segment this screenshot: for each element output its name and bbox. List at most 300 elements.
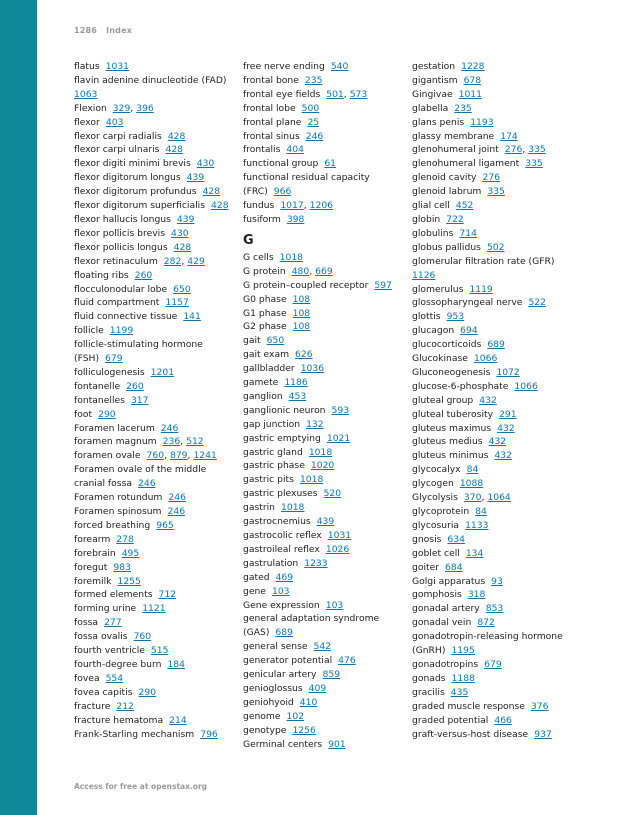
- index-entry: [412, 477, 587, 491]
- index-entry: [74, 143, 249, 157]
- index-entry: [243, 157, 418, 171]
- page-link[interactable]: 502: [486, 241, 505, 253]
- page-link[interactable]: 901: [328, 738, 346, 750]
- index-entry: [243, 88, 418, 102]
- index-entry: [74, 352, 249, 366]
- index-entry: [412, 296, 587, 310]
- page-link[interactable]: 432: [494, 450, 512, 462]
- index-entry: [243, 529, 418, 543]
- page-link[interactable]: 500: [301, 102, 320, 114]
- page-link[interactable]: 1121: [142, 603, 166, 615]
- index-term: globin: [412, 213, 441, 225]
- page-link[interactable]: 626: [295, 349, 313, 361]
- index-entry: [412, 338, 587, 352]
- index-entry: [74, 171, 249, 185]
- index-term: gastroileal reflex: [243, 543, 320, 555]
- page-link[interactable]: 102: [286, 710, 305, 722]
- index-entry: [243, 185, 418, 199]
- page-link[interactable]: 291: [499, 408, 517, 420]
- page-link[interactable]: 1119: [469, 283, 493, 295]
- page-link[interactable]: 1088: [459, 478, 484, 490]
- page-link[interactable]: 236: [162, 436, 181, 448]
- page-link[interactable]: 25: [307, 116, 320, 128]
- index-term: fourth-degree burn: [74, 658, 162, 670]
- index-entry: [74, 324, 249, 338]
- page-link[interactable]: 495: [121, 547, 140, 559]
- page-link[interactable]: 246: [160, 422, 179, 434]
- index-term: gonadotropin-releasing hormone: [412, 631, 563, 643]
- page-link[interactable]: 859: [322, 669, 341, 681]
- index-term: geniohyoid: [243, 696, 294, 708]
- index-entry: [74, 588, 249, 602]
- index-term: goblet cell: [412, 547, 460, 559]
- index-term: frontal bone: [243, 74, 299, 86]
- index-term: Flexion: [74, 102, 107, 114]
- page-separator: ,: [309, 265, 313, 277]
- page-link[interactable]: 318: [467, 589, 486, 601]
- page-link[interactable]: 879: [169, 450, 188, 462]
- index-entry: [74, 644, 249, 658]
- page-link[interactable]: 428: [211, 200, 229, 212]
- page-link[interactable]: 1255: [117, 575, 141, 587]
- page-link[interactable]: 246: [168, 492, 186, 504]
- index-entry: [412, 171, 587, 185]
- page-link[interactable]: 439: [186, 172, 205, 184]
- page-link[interactable]: 634: [447, 533, 465, 545]
- page-link[interactable]: 1193: [470, 116, 494, 128]
- index-entry: [412, 102, 587, 116]
- index-term: flexor pollicis longus: [74, 241, 168, 253]
- index-term: fluid compartment: [74, 297, 160, 309]
- page-link[interactable]: 515: [150, 645, 169, 657]
- page-link[interactable]: 520: [323, 488, 342, 500]
- page-link[interactable]: 108: [292, 321, 311, 333]
- index-term: Gene expression: [243, 599, 320, 611]
- index-entry: [74, 575, 249, 589]
- page-link[interactable]: 1031: [327, 530, 352, 541]
- index-entry: [243, 376, 418, 390]
- page-link[interactable]: 853: [485, 603, 504, 615]
- page-link[interactable]: 1157: [165, 297, 189, 309]
- index-term: gluteus maximus: [412, 422, 492, 434]
- side-color-band: [0, 0, 37, 815]
- page-link[interactable]: 1018: [279, 251, 304, 263]
- index-term: fracture hematoma: [74, 714, 164, 726]
- index-term: glassy membrane: [412, 130, 495, 142]
- index-entry: [243, 362, 418, 376]
- index-term: frontal eye fields: [243, 88, 321, 100]
- page-link[interactable]: 317: [130, 394, 149, 406]
- page-header: [74, 26, 132, 35]
- page-link[interactable]: 679: [484, 658, 502, 670]
- index-entry: [74, 616, 249, 630]
- page-link[interactable]: 760: [133, 631, 152, 643]
- page-link[interactable]: 329: [112, 102, 131, 114]
- page-link[interactable]: 1133: [465, 519, 489, 531]
- page-link[interactable]: 282: [163, 255, 182, 267]
- index-entry: [412, 658, 587, 672]
- index-entry: [412, 283, 587, 297]
- index-term: forearm: [74, 533, 111, 545]
- page-link[interactable]: 212: [116, 700, 134, 712]
- index-term: gluteus minimus: [412, 450, 489, 462]
- index-entry: [74, 310, 249, 324]
- page-link[interactable]: 872: [477, 617, 495, 629]
- index-entry: [243, 543, 418, 557]
- page-link[interactable]: 428: [167, 130, 186, 142]
- index-term: glottis: [412, 311, 441, 323]
- index-term: flexor digitorum profundus: [74, 186, 197, 198]
- index-entry: [74, 130, 249, 144]
- page-link[interactable]: 439: [176, 213, 195, 225]
- index-term: glenoid cavity: [412, 172, 477, 184]
- page-link[interactable]: 1233: [304, 557, 328, 569]
- index-term: gastrulation: [243, 557, 299, 569]
- index-entry: [412, 269, 587, 283]
- page-link[interactable]: 430: [196, 158, 215, 170]
- page-link[interactable]: 246: [138, 478, 156, 490]
- page-link[interactable]: 429: [187, 255, 205, 267]
- index-term: gonadal vein: [412, 617, 472, 629]
- index-term: functional group: [243, 158, 319, 170]
- page-link[interactable]: 1241: [193, 450, 217, 462]
- page-link[interactable]: 428: [173, 241, 192, 253]
- index-entry: [243, 102, 418, 116]
- page-link[interactable]: 174: [500, 130, 518, 142]
- page-link[interactable]: 290: [138, 686, 157, 698]
- page-link[interactable]: 573: [349, 88, 368, 100]
- index-term: flexor hallucis longus: [74, 213, 171, 225]
- page-link[interactable]: 953: [446, 311, 465, 323]
- index-entry: [412, 547, 587, 561]
- page-link[interactable]: 432: [488, 436, 507, 448]
- page-link[interactable]: 983: [113, 561, 131, 573]
- page-link[interactable]: 276: [504, 144, 523, 156]
- page-link[interactable]: 432: [497, 422, 515, 434]
- page-link[interactable]: 108: [292, 293, 311, 305]
- page-link[interactable]: 1020: [310, 460, 335, 472]
- index-term: G cells: [243, 251, 274, 263]
- index-term: glabella: [412, 102, 449, 114]
- page-link[interactable]: 246: [305, 130, 324, 142]
- page-link[interactable]: 435: [450, 686, 469, 698]
- index-term: gallbladder: [243, 363, 295, 375]
- index-entry: [74, 672, 249, 686]
- page-link[interactable]: 260: [134, 269, 153, 281]
- index-entry: [74, 602, 249, 616]
- page-link[interactable]: 276: [482, 172, 501, 184]
- page-link[interactable]: 476: [338, 655, 356, 667]
- index-entry: [412, 491, 587, 505]
- index-term: generator potential: [243, 655, 333, 667]
- letter-heading: G: [243, 232, 254, 248]
- index-term: flatus: [74, 61, 100, 72]
- index-entry: [74, 422, 249, 436]
- page-link[interactable]: 260: [126, 380, 144, 392]
- page-link[interactable]: 403: [105, 116, 124, 128]
- index-entry: [243, 585, 418, 599]
- index-entry: [74, 533, 249, 547]
- index-entry: [243, 307, 418, 321]
- index-entry: [74, 435, 249, 449]
- index-entry: [243, 390, 418, 404]
- index-entry: [243, 60, 418, 74]
- page-link[interactable]: 277: [104, 617, 122, 629]
- page-link[interactable]: 432: [479, 394, 497, 406]
- page-link[interactable]: 554: [105, 672, 124, 684]
- page-link[interactable]: 235: [304, 74, 323, 86]
- index-entry: [74, 477, 249, 491]
- page-link[interactable]: 398: [286, 213, 305, 225]
- index-term: gomphosis: [412, 589, 462, 601]
- page-link[interactable]: 61: [324, 158, 337, 170]
- page-link[interactable]: 679: [105, 353, 123, 365]
- page-link[interactable]: 1063: [74, 88, 98, 100]
- index-term: fossa ovalis: [74, 631, 128, 643]
- index-term: foremilk: [74, 575, 112, 587]
- index-entry: [74, 199, 249, 213]
- index-entry: [74, 505, 249, 519]
- page-link[interactable]: 712: [158, 589, 177, 601]
- page-link[interactable]: 650: [173, 283, 191, 295]
- page-link[interactable]: 290: [98, 408, 116, 420]
- page-link[interactable]: 1018: [308, 446, 333, 458]
- page-link[interactable]: 678: [463, 74, 482, 86]
- page-link[interactable]: 335: [528, 144, 546, 156]
- index-term: G1 phase: [243, 307, 287, 319]
- page-link[interactable]: 593: [331, 404, 350, 416]
- page-link[interactable]: 760: [146, 450, 165, 462]
- page-link[interactable]: 428: [165, 144, 184, 156]
- index-column-3: [412, 60, 587, 741]
- index-entry: [412, 505, 587, 519]
- index-entry: [243, 171, 418, 185]
- index-entry: [74, 658, 249, 672]
- index-entry: [74, 269, 249, 283]
- index-term: free nerve ending: [243, 61, 325, 72]
- index-entry: [412, 60, 587, 74]
- page-link[interactable]: 501: [326, 88, 344, 100]
- page-link[interactable]: 796: [200, 728, 218, 740]
- index-entry: [243, 459, 418, 473]
- index-entry: [74, 74, 249, 88]
- page-link[interactable]: 452: [455, 200, 474, 212]
- index-term: frontal lobe: [243, 102, 296, 114]
- index-term: gluteal tuberosity: [412, 408, 494, 420]
- index-entry: [74, 88, 249, 102]
- index-term: general sense: [243, 641, 308, 653]
- index-term: gluteus medius: [412, 436, 483, 448]
- page-link[interactable]: 540: [330, 61, 349, 72]
- index-term: fovea: [74, 672, 100, 684]
- page-link[interactable]: 335: [525, 158, 543, 170]
- index-term: glycogen: [412, 478, 454, 490]
- index-entry: [243, 213, 418, 227]
- page-link[interactable]: 132: [306, 418, 324, 430]
- index-entry: [412, 157, 587, 171]
- page-link[interactable]: 439: [316, 516, 335, 528]
- page-link[interactable]: 1018: [299, 474, 324, 486]
- page-link[interactable]: 1201: [150, 366, 175, 378]
- index-entry: [243, 626, 418, 640]
- index-entry: [412, 227, 587, 241]
- page-link[interactable]: 469: [275, 571, 294, 583]
- page-link[interactable]: 1072: [496, 366, 520, 378]
- page-link[interactable]: 93: [491, 575, 503, 587]
- index-term: glenohumeral ligament: [412, 158, 520, 170]
- page-link[interactable]: 1018: [281, 502, 305, 514]
- page-link[interactable]: 404: [286, 144, 304, 156]
- index-term: gonadotropins: [412, 658, 479, 670]
- index-term: gastric emptying: [243, 432, 321, 444]
- index-term: glenohumeral joint: [412, 144, 499, 156]
- index-term: fourth ventricle: [74, 645, 145, 657]
- index-term: gastric phase: [243, 460, 305, 472]
- page-link[interactable]: 1036: [300, 363, 325, 375]
- index-term: Golgi apparatus: [412, 575, 486, 587]
- page-link[interactable]: 1195: [451, 645, 475, 657]
- page-separator: ,: [164, 450, 167, 462]
- page-link[interactable]: 103: [271, 585, 290, 597]
- index-term: general adaptation syndrome: [243, 613, 380, 625]
- page-link[interactable]: 1031: [105, 61, 130, 72]
- index-term: fundus: [243, 200, 275, 212]
- page-link[interactable]: 512: [186, 436, 204, 448]
- page-link[interactable]: 84: [475, 506, 487, 517]
- page-link[interactable]: 184: [167, 658, 185, 670]
- page-link[interactable]: 428: [202, 186, 221, 198]
- index-entry: [412, 672, 587, 686]
- page-link[interactable]: 1017: [280, 200, 304, 212]
- page-link[interactable]: 214: [169, 714, 187, 726]
- index-entry: [243, 738, 418, 752]
- index-entry: [243, 473, 418, 487]
- page-link[interactable]: 937: [534, 728, 552, 740]
- index-term: glossopharyngeal nerve: [412, 297, 523, 309]
- section-title: Index: [106, 26, 133, 35]
- page-link[interactable]: 689: [275, 627, 293, 639]
- index-entry: [74, 102, 249, 116]
- page-link[interactable]: 141: [183, 311, 201, 323]
- index-term: follicle-stimulating hormone: [74, 339, 203, 351]
- index-term: gestation: [412, 61, 456, 72]
- page-link[interactable]: 1064: [487, 492, 511, 504]
- page-link[interactable]: 480: [291, 265, 310, 277]
- index-entry: [412, 435, 587, 449]
- index-entry: [412, 394, 587, 408]
- page-link[interactable]: 430: [171, 227, 189, 239]
- index-term: glans penis: [412, 116, 465, 128]
- page-link[interactable]: 965: [156, 519, 174, 531]
- index-term: graft-versus-host disease: [412, 728, 529, 740]
- page-link[interactable]: 597: [374, 279, 392, 291]
- index-term: glucocorticoids: [412, 339, 482, 351]
- index-term: fluid connective tissue: [74, 311, 178, 323]
- page-link[interactable]: 1011: [458, 88, 482, 100]
- index-term: glycocalyx: [412, 464, 461, 476]
- index-entry: [412, 714, 587, 728]
- page-separator: ,: [343, 88, 347, 100]
- page-link[interactable]: 1126: [412, 269, 436, 281]
- page-link[interactable]: 246: [167, 506, 186, 517]
- index-term: gastric plexuses: [243, 488, 318, 500]
- page-link[interactable]: 542: [313, 641, 332, 653]
- page-link[interactable]: 689: [487, 339, 505, 351]
- page-link[interactable]: 1066: [514, 380, 538, 392]
- index-entry: [243, 696, 418, 710]
- page-link[interactable]: 103: [325, 599, 344, 611]
- page-link[interactable]: 650: [266, 335, 285, 347]
- page-link[interactable]: 376: [530, 700, 549, 712]
- index-entry: [74, 561, 249, 575]
- index-term: fracture: [74, 700, 111, 712]
- index-term: Glycolysis: [412, 492, 458, 504]
- index-entry: [74, 227, 249, 241]
- page-link[interactable]: 409: [308, 682, 327, 694]
- index-term: gated: [243, 571, 270, 583]
- index-entry: [74, 380, 249, 394]
- page-link[interactable]: 1199: [109, 325, 134, 337]
- page-link[interactable]: 694: [460, 325, 478, 337]
- page-link[interactable]: 335: [487, 186, 505, 198]
- page-link[interactable]: 1186: [284, 377, 308, 389]
- page-link[interactable]: 1228: [461, 61, 485, 72]
- page-link[interactable]: 1206: [309, 200, 334, 212]
- page-link[interactable]: 410: [299, 696, 318, 708]
- page-separator: ,: [522, 144, 526, 156]
- page-link[interactable]: 466: [494, 714, 512, 726]
- page-link[interactable]: 278: [116, 533, 134, 545]
- index-entry: [74, 60, 249, 74]
- page-link[interactable]: 722: [446, 213, 464, 225]
- page-link[interactable]: 1026: [325, 543, 350, 555]
- page-link[interactable]: 714: [459, 227, 477, 239]
- index-entry: [412, 143, 587, 157]
- page-link[interactable]: 134: [465, 547, 484, 559]
- index-term: G protein–coupled receptor: [243, 279, 369, 291]
- page-link[interactable]: 669: [315, 265, 333, 277]
- index-entry: [74, 296, 249, 310]
- page-link[interactable]: 1021: [326, 432, 351, 444]
- index-entry: [243, 404, 418, 418]
- page-link[interactable]: 370: [463, 492, 482, 504]
- index-entry: [412, 728, 587, 742]
- page-link[interactable]: 235: [454, 102, 472, 114]
- index-entry: [243, 654, 418, 668]
- index-entry: [412, 422, 587, 436]
- index-entry: [412, 241, 587, 255]
- page-link[interactable]: 966: [273, 186, 292, 198]
- index-entry: [74, 449, 249, 463]
- page-link[interactable]: 84: [466, 464, 479, 476]
- page-link[interactable]: 684: [445, 561, 463, 573]
- index-entry: [74, 283, 249, 297]
- page-link[interactable]: 453: [288, 390, 307, 402]
- index-term: flexor retinaculum: [74, 255, 158, 267]
- page-link[interactable]: 522: [528, 297, 546, 309]
- page-link[interactable]: 108: [292, 307, 311, 319]
- page-link[interactable]: 1256: [292, 724, 316, 736]
- page-link[interactable]: 396: [136, 102, 154, 114]
- index-entry: [243, 74, 418, 88]
- index-entry: [243, 682, 418, 696]
- page-link[interactable]: 1066: [473, 353, 498, 365]
- page-link[interactable]: 1188: [451, 672, 475, 684]
- index-entry: [243, 557, 418, 571]
- index-entry: [243, 293, 418, 307]
- index-entry: [243, 418, 418, 432]
- index-entry: [412, 324, 587, 338]
